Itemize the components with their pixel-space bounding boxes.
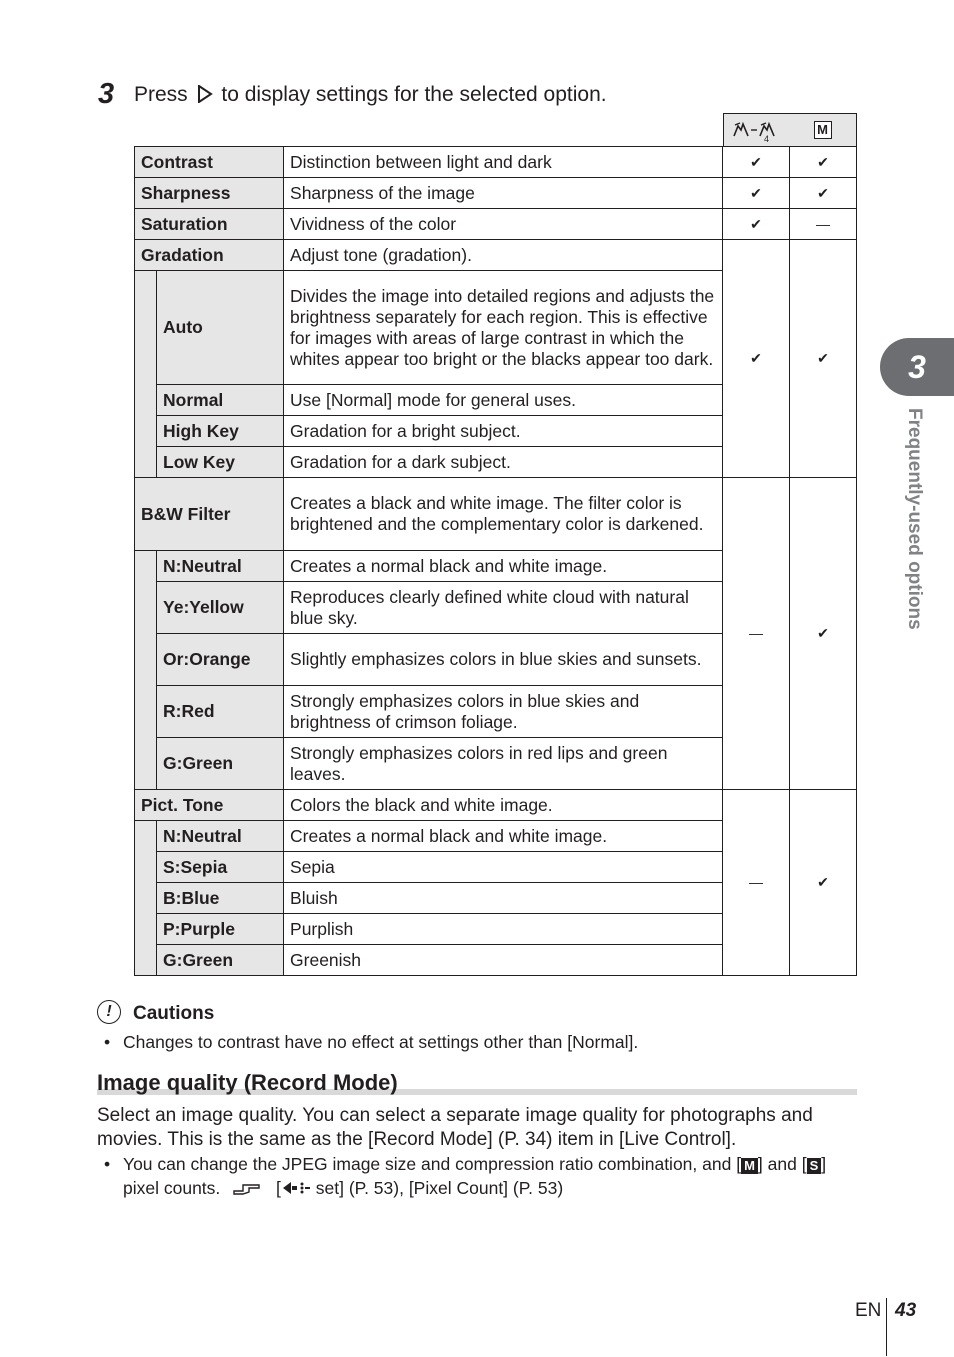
option-name: B&W Filter (135, 478, 284, 551)
check-icon: ✔ (723, 178, 790, 209)
indent-spacer (135, 271, 157, 478)
caution-item: Changes to contrast have no effect at settings other than [Normal]. (123, 1032, 639, 1052)
sub-option-desc: Gradation for a bright subject. (284, 416, 723, 447)
sub-option-name: Ye:Yellow (157, 582, 284, 634)
quality-setting-icon (281, 1180, 311, 1196)
sub-option-desc: Purplish (284, 914, 723, 945)
check-icon: ✔ (790, 178, 857, 209)
section-title: Image quality (Record Mode) (97, 1070, 398, 1095)
check-icon: ✔ (723, 240, 790, 478)
sub-option-desc: Slightly emphasizes colors in blue skies and sunsets. (284, 634, 723, 686)
chapter-label: Frequently-used options (904, 408, 925, 630)
sub-option-desc: Bluish (284, 883, 723, 914)
manual-size-icon: M (741, 1158, 758, 1174)
check-icon: ✔ (790, 240, 857, 478)
section-bullet (123, 1152, 857, 1200)
check-icon: ✔ (723, 209, 790, 240)
sub-option-desc: Greenish (284, 945, 723, 976)
option-desc: Colors the black and white image. (284, 790, 723, 821)
step-instruction (134, 83, 607, 107)
right-triangle-icon (197, 85, 213, 103)
sub-option-name: G:Green (157, 945, 284, 976)
option-name: Pict. Tone (135, 790, 284, 821)
sub-option-desc: Sepia (284, 852, 723, 883)
caution-bullet-icon: • (104, 1032, 111, 1052)
svg-text:4: 4 (764, 134, 770, 144)
sub-option-name: P:Purple (157, 914, 284, 945)
table-row (135, 147, 857, 178)
sub-option-name: S:Sepia (157, 852, 284, 883)
option-desc: Creates a black and white image. The filter color is brightened and the complementary color is darkened. (284, 478, 723, 551)
bullet-text-3: ] pixel counts. (123, 1154, 827, 1198)
footer-divider (886, 1298, 887, 1356)
option-name: Sharpness (135, 178, 284, 209)
header-mode-m (789, 113, 857, 146)
check-icon: ✔ (723, 147, 790, 178)
manual-mode-icon: M (814, 121, 832, 139)
settings-table (134, 146, 857, 976)
sub-option-name: B:Blue (157, 883, 284, 914)
scene-mode-range-icon (724, 114, 790, 146)
sub-option-desc: Strongly emphasizes colors in red lips and green leaves. (284, 738, 723, 790)
footer-language: EN (855, 1300, 882, 1321)
sub-option-name: Normal (157, 385, 284, 416)
sub-option-name: G:Green (157, 738, 284, 790)
header-mode-a (723, 113, 791, 146)
small-size-icon: S (807, 1158, 822, 1174)
sub-option-desc: Reproduces clearly defined white cloud with natural blue sky. (284, 582, 723, 634)
table-row (135, 790, 857, 821)
ref-text-2: set] (P. 53), [Pixel Count] (P. 53) (310, 1178, 564, 1198)
option-desc: Vividness of the color (284, 209, 723, 240)
section-body: Select an image quality. You can select a separate image quality for photographs and movies. This is the same as the [Record Mode] (P. 34) item in [Live Control]. (97, 1105, 813, 1150)
check-icon: ✔ (790, 147, 857, 178)
bullet-text-2: ] and [ (757, 1154, 807, 1174)
bullet-icon: • (104, 1154, 111, 1174)
step-number: 3 (98, 78, 115, 110)
sub-option-name: Auto (157, 271, 284, 385)
option-name: Contrast (135, 147, 284, 178)
indent-spacer (135, 551, 157, 790)
step-text-after: to display settings for the selected option. (221, 83, 607, 106)
table-row (135, 240, 857, 271)
sub-option-name: Or:Orange (157, 634, 284, 686)
option-name: Saturation (135, 209, 284, 240)
sub-option-name: N:Neutral (157, 551, 284, 582)
sub-option-desc: Gradation for a dark subject. (284, 447, 723, 478)
sub-option-desc: Use [Normal] mode for general uses. (284, 385, 723, 416)
page-number: 43 (895, 1300, 917, 1321)
sub-option-desc: Creates a normal black and white image. (284, 821, 723, 852)
dash-mark: — (723, 478, 790, 790)
reference-hand-icon (231, 1180, 265, 1196)
sub-option-name: R:Red (157, 686, 284, 738)
cautions-title: Cautions (133, 1003, 215, 1024)
table-row (135, 478, 857, 551)
ref-text-1: [ (276, 1178, 281, 1198)
check-icon: ✔ (790, 478, 857, 790)
sub-option-desc: Strongly emphasizes colors in blue skies and brightness of crimson foliage. (284, 686, 723, 738)
step-text-before: Press (134, 83, 188, 106)
dash-mark: — (723, 790, 790, 976)
sub-option-desc: Divides the image into detailed regions and adjusts the brightness separately for each region. This is effective for images with areas of large contrast in which the whites appear too bright or the blacks appear too dark. (284, 271, 723, 385)
table-row (135, 178, 857, 209)
bullet-text-1: You can change the JPEG image size and compression ratio combination, and [ (123, 1154, 742, 1174)
sub-option-name: High Key (157, 416, 284, 447)
sub-option-desc: Creates a normal black and white image. (284, 551, 723, 582)
option-name: Gradation (135, 240, 284, 271)
caution-icon: ! (97, 1000, 121, 1024)
option-desc: Distinction between light and dark (284, 147, 723, 178)
option-desc: Adjust tone (gradation). (284, 240, 723, 271)
option-desc: Sharpness of the image (284, 178, 723, 209)
dash-mark: — (790, 209, 857, 240)
table-row (135, 209, 857, 240)
sub-option-name: N:Neutral (157, 821, 284, 852)
sub-option-name: Low Key (157, 447, 284, 478)
indent-spacer (135, 821, 157, 976)
chapter-tab: 3 (880, 338, 954, 396)
check-icon: ✔ (790, 790, 857, 976)
